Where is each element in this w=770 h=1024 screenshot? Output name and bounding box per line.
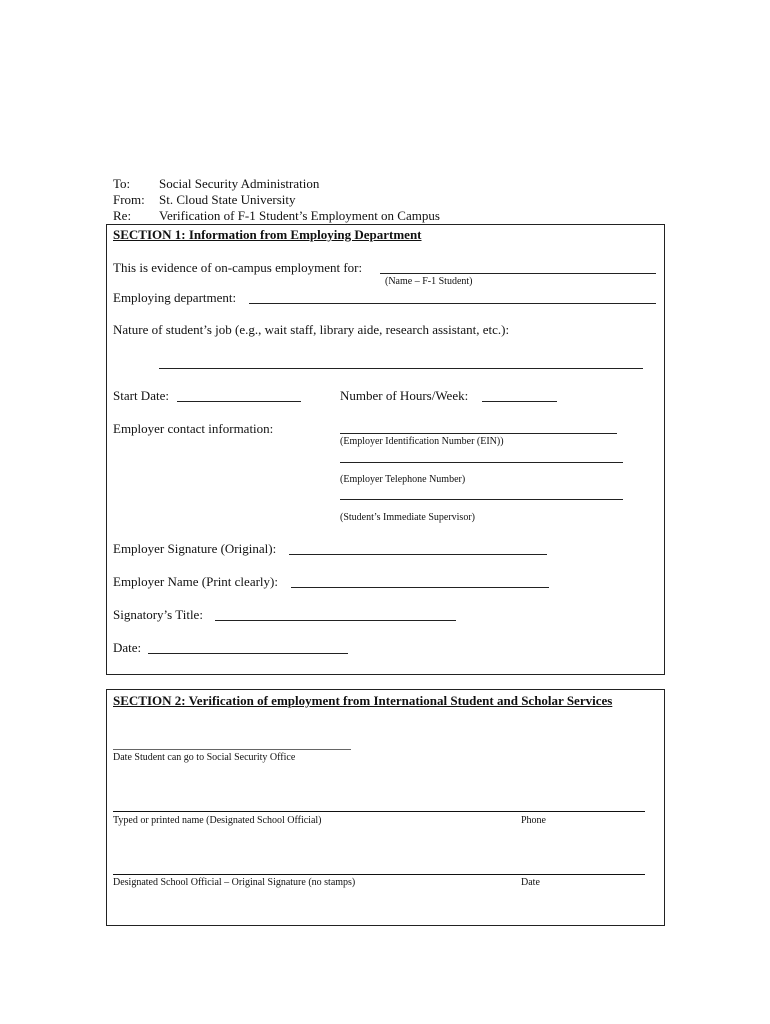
supervisor-field[interactable] <box>340 499 623 500</box>
dso-name-caption: Typed or printed name (Designated School Official) <box>113 815 322 826</box>
phone-caption: (Employer Telephone Number) <box>340 474 466 485</box>
section1-date-label: Date: <box>113 640 142 655</box>
department-field[interactable] <box>249 303 656 304</box>
job-field[interactable] <box>159 368 643 369</box>
signature-label: Employer Signature (Original): <box>113 541 277 556</box>
section2-title: SECTION 2: Verification of employment from International Student and Scholar Services <box>113 693 613 708</box>
dso-phone-caption: Phone <box>521 815 546 826</box>
evidence-label: This is evidence of on-campus employment for: <box>113 260 363 275</box>
from-label: From: <box>113 192 145 207</box>
to-label: To: <box>113 176 131 191</box>
dso-date-caption: Date <box>521 877 540 888</box>
hours-field[interactable] <box>482 401 557 402</box>
start-date-field[interactable] <box>177 401 301 402</box>
dso-signature-date-field[interactable] <box>113 874 645 875</box>
section1-title: SECTION 1: Information from Employing Department <box>113 227 422 242</box>
dso-signature-caption: Designated School Official – Original Signature (no stamps) <box>113 877 356 888</box>
from-value: St. Cloud State University <box>159 192 296 207</box>
signatory-title-label: Signatory’s Title: <box>113 607 203 622</box>
student-name-field[interactable] <box>380 273 656 274</box>
re-value: Verification of F-1 Student’s Employment on Campus <box>159 208 440 223</box>
ss-office-date-caption: Date Student can go to Social Security Office <box>113 752 296 763</box>
contact-label: Employer contact information: <box>113 421 274 436</box>
section2-box <box>106 689 665 926</box>
ein-field[interactable] <box>340 433 617 434</box>
job-label: Nature of student’s job (e.g., wait staff, library aide, research assistant, etc.): <box>113 322 510 337</box>
re-label: Re: <box>113 208 132 223</box>
start-date-label: Start Date: <box>113 388 169 403</box>
hours-label: Number of Hours/Week: <box>340 388 469 403</box>
ein-caption: (Employer Identification Number (EIN)) <box>340 436 504 447</box>
employer-name-field[interactable] <box>291 587 549 588</box>
department-label: Employing department: <box>113 290 237 305</box>
ss-office-date-field[interactable] <box>113 749 351 750</box>
student-name-caption: (Name – F-1 Student) <box>385 276 473 287</box>
supervisor-caption: (Student’s Immediate Supervisor) <box>340 512 475 523</box>
section1-date-field[interactable] <box>148 653 348 654</box>
employer-phone-field[interactable] <box>340 462 623 463</box>
dso-name-phone-field[interactable] <box>113 811 645 812</box>
employer-name-label: Employer Name (Print clearly): <box>113 574 278 589</box>
employer-signature-field[interactable] <box>289 554 547 555</box>
to-value: Social Security Administration <box>159 176 320 191</box>
signatory-title-field[interactable] <box>215 620 456 621</box>
